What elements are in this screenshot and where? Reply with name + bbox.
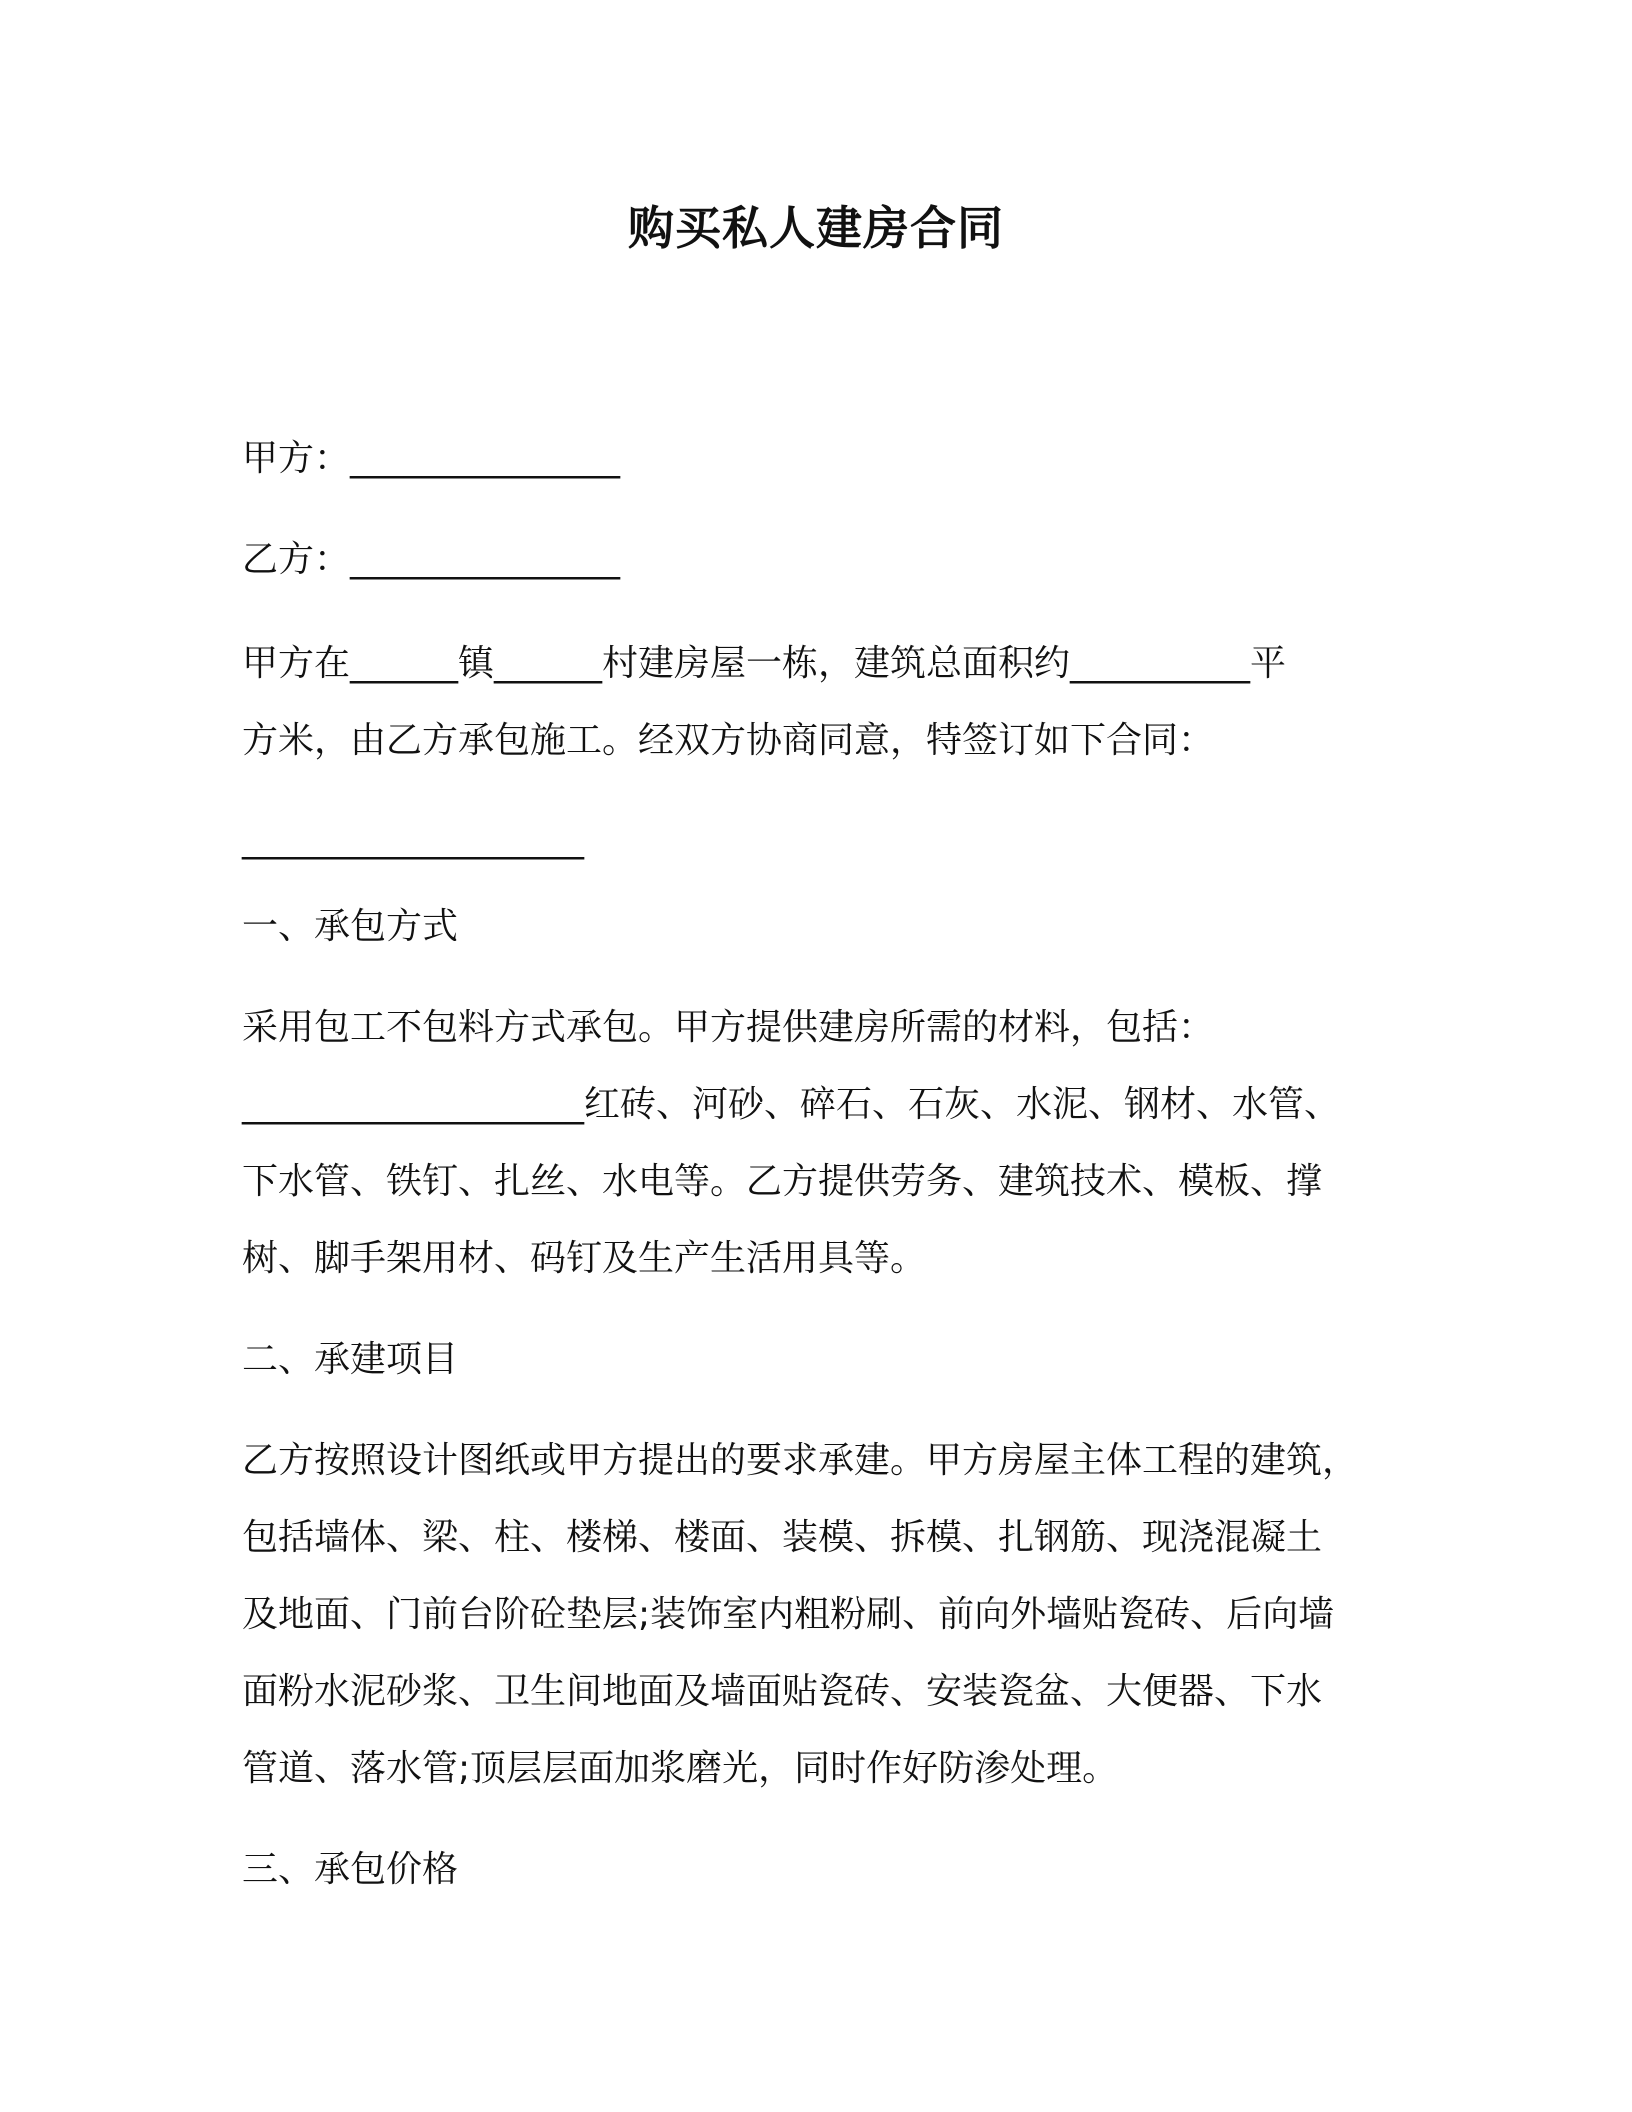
document-body (242, 420, 1382, 1908)
party-b-line: 乙方：_______________ (242, 539, 621, 580)
intro-line: 方米，由乙方承包施工。经双方协商同意，特签订如下合同： (242, 720, 1215, 761)
document-title: 购买私人建房合同 (628, 201, 1004, 255)
separator-underline: ___________________ (242, 819, 584, 860)
paragraph-line: 采用包工不包料方式承包。甲方提供建房所需的材料，包括： (242, 1007, 1215, 1048)
section-heading: 三、承包价格 (242, 1849, 459, 1890)
section-heading: 二、承建项目 (242, 1339, 459, 1380)
paragraph-line: 树、脚手架用材、码钉及生产生活用具等。 (242, 1238, 927, 1279)
paragraph-line: 下水管、铁钉、扎丝、水电等。乙方提供劳务、建筑技术、模板、撑 (242, 1161, 1323, 1202)
paragraph-line: 乙方按照设计图纸或甲方提出的要求承建。甲方房屋主体工程的建筑， (242, 1440, 1359, 1481)
section-heading: 一、承包方式 (242, 906, 459, 947)
intro-line: 甲方在______镇______村建房屋一栋，建筑总面积约__________平 (242, 643, 1287, 684)
paragraph-line: 面粉水泥砂浆、卫生间地面及墙面贴瓷砖、安装瓷盆、大便器、下水 (242, 1671, 1323, 1712)
paragraph-line: ___________________红砖、河砂、碎石、石灰、水泥、钢材、水管、 (242, 1084, 1341, 1125)
paragraph-line: 管道、落水管;顶层层面加浆磨光，同时作好防渗处理。 (242, 1748, 1119, 1789)
paragraph-line: 及地面、门前台阶砼垫层;装饰室内粗粉刷、前向外墙贴瓷砖、后向墙 (242, 1594, 1335, 1635)
party-a-line: 甲方：_______________ (242, 438, 621, 479)
paragraph-line: 包括墙体、梁、柱、楼梯、楼面、装模、拆模、扎钢筋、现浇混凝土 (242, 1517, 1323, 1558)
